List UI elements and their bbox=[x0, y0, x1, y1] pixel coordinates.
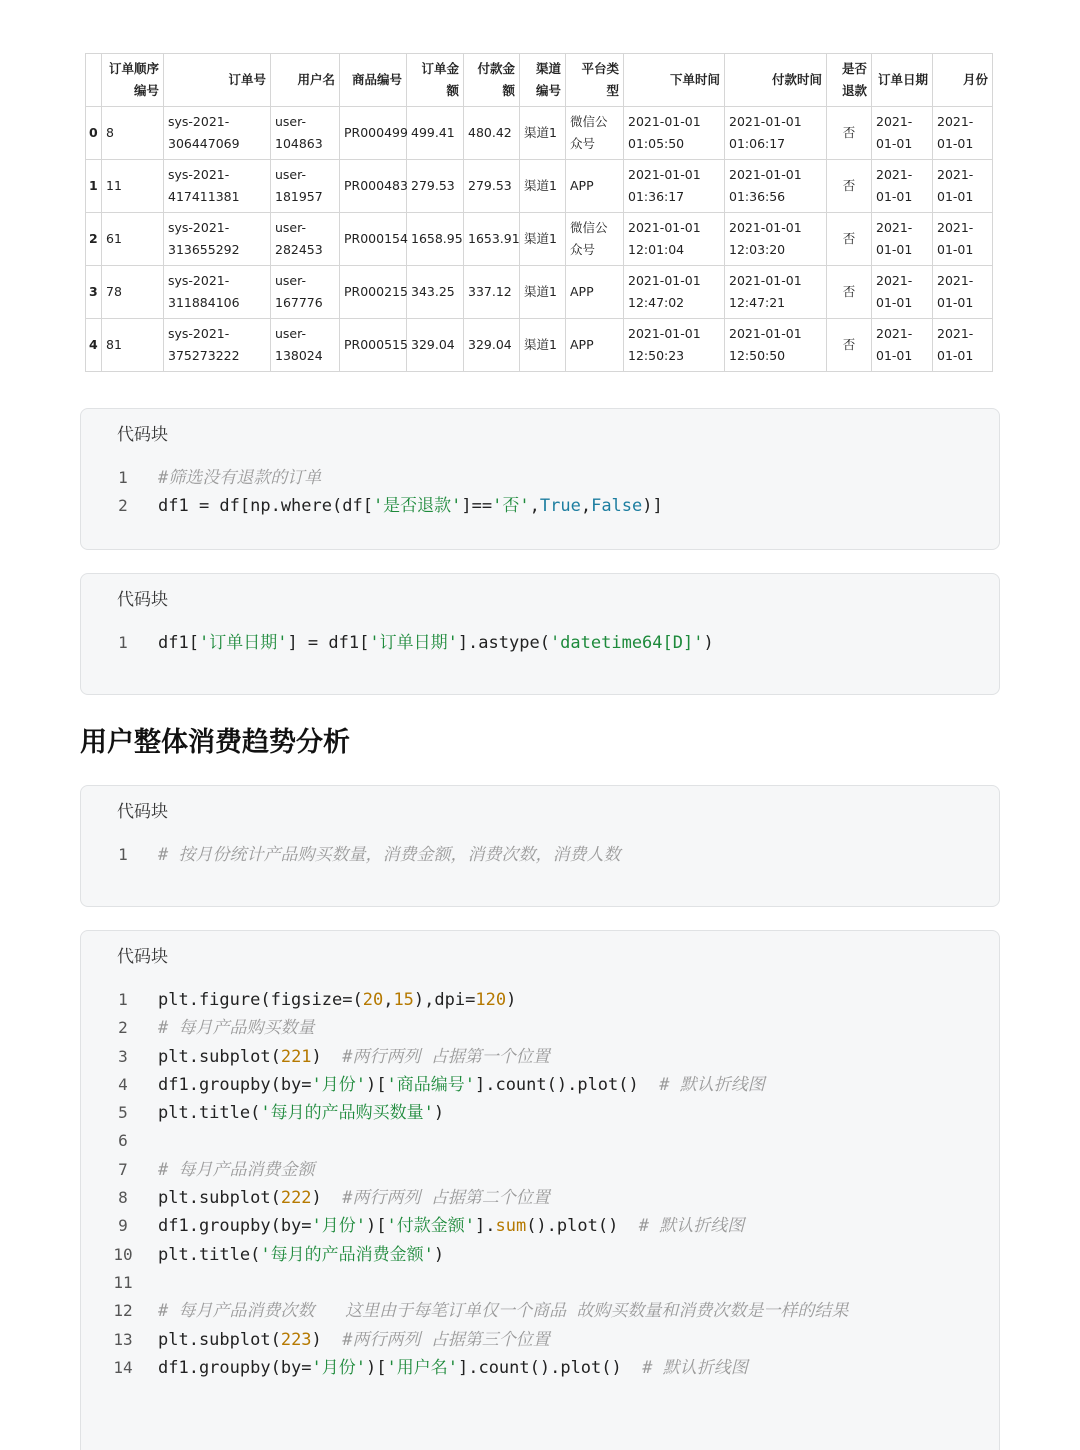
table-cell: 2021-01-01 bbox=[933, 160, 993, 213]
table-cell: 8 bbox=[102, 107, 164, 160]
code-token: plt.title( bbox=[158, 1244, 261, 1265]
code-token: 221 bbox=[280, 1046, 312, 1067]
code-line bbox=[81, 492, 999, 520]
table-cell: 61 bbox=[102, 213, 164, 266]
row-index: 3 bbox=[86, 266, 102, 319]
code-token: '用户名' bbox=[386, 1357, 458, 1378]
code-token: 20 bbox=[362, 990, 384, 1010]
table-row bbox=[86, 319, 993, 372]
code-token: # 默认折线图 bbox=[659, 1074, 765, 1095]
code-token: # 每月产品消费次数 这里由于每笔订单仅一个商品 故购买数量和消费次数是一样的结果 bbox=[158, 1301, 849, 1322]
table-cell: 2021-01-01 12:50:23 bbox=[624, 319, 725, 372]
table-cell: APP bbox=[566, 266, 624, 319]
table-cell: 279.53 bbox=[464, 160, 520, 213]
code-token: # 默认折线图 bbox=[638, 1216, 745, 1237]
code-token: #筛选没有退款的订单 bbox=[158, 468, 322, 488]
code-token: , bbox=[529, 496, 540, 517]
table-cell: 微信公众号 bbox=[566, 213, 624, 266]
code-line bbox=[81, 1014, 999, 1042]
line-number: 1 bbox=[118, 845, 128, 864]
code-text bbox=[158, 464, 321, 492]
column-header: 是否退款 bbox=[827, 54, 872, 107]
code-block-comment bbox=[80, 785, 1000, 907]
code-token: 223 bbox=[280, 1329, 312, 1350]
code-token: df1[ bbox=[158, 633, 199, 653]
table-row bbox=[86, 213, 993, 266]
table-cell: 2021-01-01 bbox=[933, 266, 993, 319]
code-text bbox=[158, 1099, 444, 1127]
code-block-title: 代码块 bbox=[117, 802, 168, 822]
code-text bbox=[158, 1043, 550, 1071]
table-cell: sys-2021-306447069 bbox=[164, 107, 271, 160]
table-cell: PR000515 bbox=[340, 319, 407, 372]
line-number: 3 bbox=[118, 1046, 128, 1066]
code-text bbox=[158, 1241, 444, 1269]
code-token: sum bbox=[495, 1216, 527, 1237]
code-token: '付款金额' bbox=[386, 1216, 475, 1237]
code-token: , bbox=[580, 496, 592, 517]
table-cell: 否 bbox=[827, 107, 872, 160]
line-number: 10 bbox=[113, 1244, 133, 1264]
code-line bbox=[81, 1354, 999, 1382]
table-cell: 11 bbox=[102, 160, 164, 213]
code-token: ) bbox=[311, 1046, 343, 1067]
code-text bbox=[158, 1354, 748, 1382]
table-cell: 渠道1 bbox=[520, 319, 566, 372]
code-line bbox=[81, 1156, 999, 1184]
code-token: #两行两列 占据第一个位置 bbox=[342, 1046, 550, 1067]
line-number: 9 bbox=[118, 1216, 128, 1236]
table-cell: 329.04 bbox=[407, 319, 464, 372]
code-token: # 默认折线图 bbox=[642, 1357, 748, 1378]
code-token: '订单日期' bbox=[369, 633, 458, 653]
table-cell: 2021-01-01 bbox=[872, 319, 933, 372]
code-token: ) bbox=[311, 1188, 343, 1209]
column-header bbox=[86, 54, 102, 107]
code-token: ) bbox=[703, 633, 714, 653]
code-token: # 每月产品消费金额 bbox=[158, 1159, 315, 1180]
code-token: #两行两列 占据第二个位置 bbox=[342, 1188, 550, 1209]
code-token: ] = df1[ bbox=[287, 633, 370, 653]
code-token: ) bbox=[433, 1244, 445, 1265]
code-block-title: 代码块 bbox=[117, 590, 168, 610]
table-cell: 微信公众号 bbox=[566, 107, 624, 160]
table-cell: 2021-01-01 01:06:17 bbox=[725, 107, 827, 160]
column-header: 渠道编号 bbox=[520, 54, 566, 107]
table-cell: 329.04 bbox=[464, 319, 520, 372]
table-cell: 2021-01-01 12:03:20 bbox=[725, 213, 827, 266]
table-cell: 2021-01-01 bbox=[933, 107, 993, 160]
code-token: df1.groupby(by= bbox=[158, 1074, 312, 1095]
code-token: ]. bbox=[474, 1216, 496, 1237]
code-token: 15 bbox=[393, 990, 414, 1010]
table-row bbox=[86, 160, 993, 213]
table-cell: 480.42 bbox=[464, 107, 520, 160]
table-cell: 343.25 bbox=[407, 266, 464, 319]
table-cell: PR000499 bbox=[340, 107, 407, 160]
code-token: '月份' bbox=[311, 1357, 367, 1378]
table-cell: 2021-01-01 12:01:04 bbox=[624, 213, 725, 266]
code-line bbox=[81, 1099, 999, 1127]
column-header: 平台类型 bbox=[566, 54, 624, 107]
table-cell: APP bbox=[566, 319, 624, 372]
code-token: 'datetime64[D]' bbox=[549, 633, 704, 653]
table-cell: user-167776 bbox=[271, 266, 340, 319]
table-cell: sys-2021-311884106 bbox=[164, 266, 271, 319]
code-text bbox=[158, 629, 714, 657]
code-token: ].count().plot() bbox=[474, 1074, 660, 1095]
code-lines bbox=[81, 629, 999, 657]
code-token: plt.subplot( bbox=[158, 1329, 281, 1350]
table-row bbox=[86, 107, 993, 160]
code-token: df1.groupby(by= bbox=[158, 1357, 312, 1378]
line-number: 13 bbox=[113, 1329, 133, 1349]
table-header-row bbox=[86, 54, 993, 107]
table-row bbox=[86, 266, 993, 319]
table-cell: 渠道1 bbox=[520, 266, 566, 319]
code-line bbox=[81, 986, 999, 1014]
code-line bbox=[81, 1326, 999, 1354]
code-token: ().plot() bbox=[526, 1216, 639, 1237]
code-token: 120 bbox=[475, 990, 507, 1010]
code-token: ].astype( bbox=[457, 633, 550, 653]
column-header: 用户名 bbox=[271, 54, 340, 107]
code-lines bbox=[81, 464, 999, 521]
line-number: 4 bbox=[118, 1074, 128, 1094]
column-header: 下单时间 bbox=[624, 54, 725, 107]
code-line bbox=[81, 1212, 999, 1240]
code-token: )[ bbox=[366, 1357, 387, 1378]
code-block-filter bbox=[80, 408, 1000, 550]
code-token: )[ bbox=[366, 1216, 387, 1237]
code-text bbox=[158, 1071, 765, 1099]
code-text bbox=[158, 1014, 314, 1042]
line-number: 5 bbox=[118, 1103, 128, 1123]
section-heading: 用户整体消费趋势分析 bbox=[80, 727, 350, 758]
code-token: plt.subplot( bbox=[158, 1046, 281, 1067]
code-token: # 按月份统计产品购买数量，消费金额，消费次数，消费人数 bbox=[158, 845, 621, 865]
code-token: , bbox=[383, 990, 394, 1010]
code-block-title: 代码块 bbox=[117, 425, 168, 445]
column-header: 商品编号 bbox=[340, 54, 407, 107]
table-cell: PR000154 bbox=[340, 213, 407, 266]
table-cell: 渠道1 bbox=[520, 160, 566, 213]
code-token: '商品编号' bbox=[386, 1074, 475, 1095]
code-token: ) bbox=[311, 1329, 343, 1350]
table-cell: 499.41 bbox=[407, 107, 464, 160]
row-index: 4 bbox=[86, 319, 102, 372]
table-cell: 279.53 bbox=[407, 160, 464, 213]
table-cell: user-181957 bbox=[271, 160, 340, 213]
table-cell: sys-2021-375273222 bbox=[164, 319, 271, 372]
code-text bbox=[158, 1297, 848, 1325]
table-cell: 渠道1 bbox=[520, 107, 566, 160]
line-number: 1 bbox=[118, 633, 128, 652]
code-token: '每月的产品购买数量' bbox=[260, 1103, 434, 1124]
row-index: 2 bbox=[86, 213, 102, 266]
table-cell: 78 bbox=[102, 266, 164, 319]
code-token: )[ bbox=[366, 1074, 387, 1095]
code-line bbox=[81, 1269, 999, 1297]
table-cell: user-282453 bbox=[271, 213, 340, 266]
table-cell: 81 bbox=[102, 319, 164, 372]
row-index: 1 bbox=[86, 160, 102, 213]
code-token: ].count().plot() bbox=[457, 1357, 643, 1378]
code-token: False bbox=[591, 496, 643, 517]
table-cell: PR000483 bbox=[340, 160, 407, 213]
code-token: 222 bbox=[280, 1188, 312, 1209]
code-line bbox=[81, 464, 999, 492]
code-block-title: 代码块 bbox=[117, 947, 168, 967]
code-token: plt.subplot( bbox=[158, 1188, 281, 1209]
code-line bbox=[81, 1071, 999, 1099]
code-lines bbox=[81, 986, 999, 1382]
code-text bbox=[158, 841, 620, 869]
table-cell: user-138024 bbox=[271, 319, 340, 372]
table-cell: 2021-01-01 12:47:21 bbox=[725, 266, 827, 319]
dataframe-preview bbox=[85, 53, 992, 372]
line-number: 1 bbox=[118, 990, 128, 1009]
table-cell: 2021-01-01 01:36:56 bbox=[725, 160, 827, 213]
code-line bbox=[81, 629, 999, 657]
line-number: 2 bbox=[118, 496, 128, 516]
line-number: 8 bbox=[118, 1188, 128, 1208]
line-number: 14 bbox=[113, 1357, 133, 1377]
table-cell: 2021-01-01 bbox=[872, 160, 933, 213]
row-index: 0 bbox=[86, 107, 102, 160]
code-token: '是否退款' bbox=[372, 496, 462, 517]
code-token: '订单日期' bbox=[198, 633, 288, 653]
code-token: '否' bbox=[492, 496, 530, 517]
table-cell: APP bbox=[566, 160, 624, 213]
table-cell: 渠道1 bbox=[520, 213, 566, 266]
table-cell: PR000215 bbox=[340, 266, 407, 319]
table-cell: 否 bbox=[827, 266, 872, 319]
code-token: ) bbox=[506, 990, 517, 1010]
table-cell: sys-2021-417411381 bbox=[164, 160, 271, 213]
code-line bbox=[81, 1043, 999, 1071]
code-block-astype bbox=[80, 573, 1000, 695]
column-header: 订单日期 bbox=[872, 54, 933, 107]
code-token: ),dpi= bbox=[413, 990, 476, 1010]
table-cell: 2021-01-01 12:50:50 bbox=[725, 319, 827, 372]
code-line bbox=[81, 841, 999, 869]
table-cell: 1658.95 bbox=[407, 213, 464, 266]
code-token: '月份' bbox=[311, 1074, 367, 1095]
table-cell: 2021-01-01 bbox=[872, 266, 933, 319]
table-cell: 337.12 bbox=[464, 266, 520, 319]
code-token: # 每月产品购买数量 bbox=[158, 1018, 315, 1039]
column-header: 付款时间 bbox=[725, 54, 827, 107]
code-token: plt.title( bbox=[158, 1103, 261, 1124]
table-cell: 否 bbox=[827, 160, 872, 213]
code-token: ]== bbox=[461, 496, 493, 517]
line-number: 11 bbox=[113, 1272, 133, 1292]
line-number: 6 bbox=[118, 1131, 128, 1151]
table-cell: 1653.91 bbox=[464, 213, 520, 266]
table-cell: 2021-01-01 bbox=[872, 107, 933, 160]
column-header: 月份 bbox=[933, 54, 993, 107]
code-token: df1 = df[np.where(df[ bbox=[158, 496, 373, 517]
table-cell: user-104863 bbox=[271, 107, 340, 160]
code-line bbox=[81, 1127, 999, 1155]
code-lines bbox=[81, 841, 999, 869]
table-cell: 2021-01-01 bbox=[933, 213, 993, 266]
table-cell: 2021-01-01 01:05:50 bbox=[624, 107, 725, 160]
table-cell: 2021-01-01 bbox=[872, 213, 933, 266]
table-cell: 否 bbox=[827, 213, 872, 266]
code-line bbox=[81, 1184, 999, 1212]
code-text bbox=[158, 1326, 550, 1354]
code-line bbox=[81, 1241, 999, 1269]
code-text bbox=[158, 1212, 744, 1240]
line-number: 2 bbox=[118, 1018, 128, 1038]
line-number: 7 bbox=[118, 1159, 128, 1179]
column-header: 付款金额 bbox=[464, 54, 520, 107]
code-text bbox=[158, 1184, 550, 1212]
code-text bbox=[158, 1156, 314, 1184]
code-token: df1.groupby(by= bbox=[158, 1216, 312, 1237]
column-header: 订单顺序编号 bbox=[102, 54, 164, 107]
code-token: #两行两列 占据第三个位置 bbox=[342, 1329, 550, 1350]
table-cell: 2021-01-01 12:47:02 bbox=[624, 266, 725, 319]
table-cell: 2021-01-01 bbox=[933, 319, 993, 372]
line-number: 1 bbox=[118, 468, 128, 487]
table-cell: sys-2021-313655292 bbox=[164, 213, 271, 266]
code-token: ) bbox=[433, 1103, 445, 1124]
code-token: plt.figure(figsize=( bbox=[158, 990, 363, 1010]
column-header: 订单金额 bbox=[407, 54, 464, 107]
line-number: 12 bbox=[113, 1301, 133, 1321]
column-header: 订单号 bbox=[164, 54, 271, 107]
code-token: )] bbox=[642, 496, 663, 517]
code-text bbox=[158, 492, 663, 520]
dataframe-table bbox=[85, 53, 993, 372]
code-token: '每月的产品消费金额' bbox=[260, 1244, 434, 1265]
code-text bbox=[158, 986, 516, 1014]
code-line bbox=[81, 1297, 999, 1325]
code-token: '月份' bbox=[311, 1216, 367, 1237]
table-cell: 2021-01-01 01:36:17 bbox=[624, 160, 725, 213]
code-token: True bbox=[539, 496, 581, 517]
code-block-plot bbox=[80, 930, 1000, 1450]
table-cell: 否 bbox=[827, 319, 872, 372]
